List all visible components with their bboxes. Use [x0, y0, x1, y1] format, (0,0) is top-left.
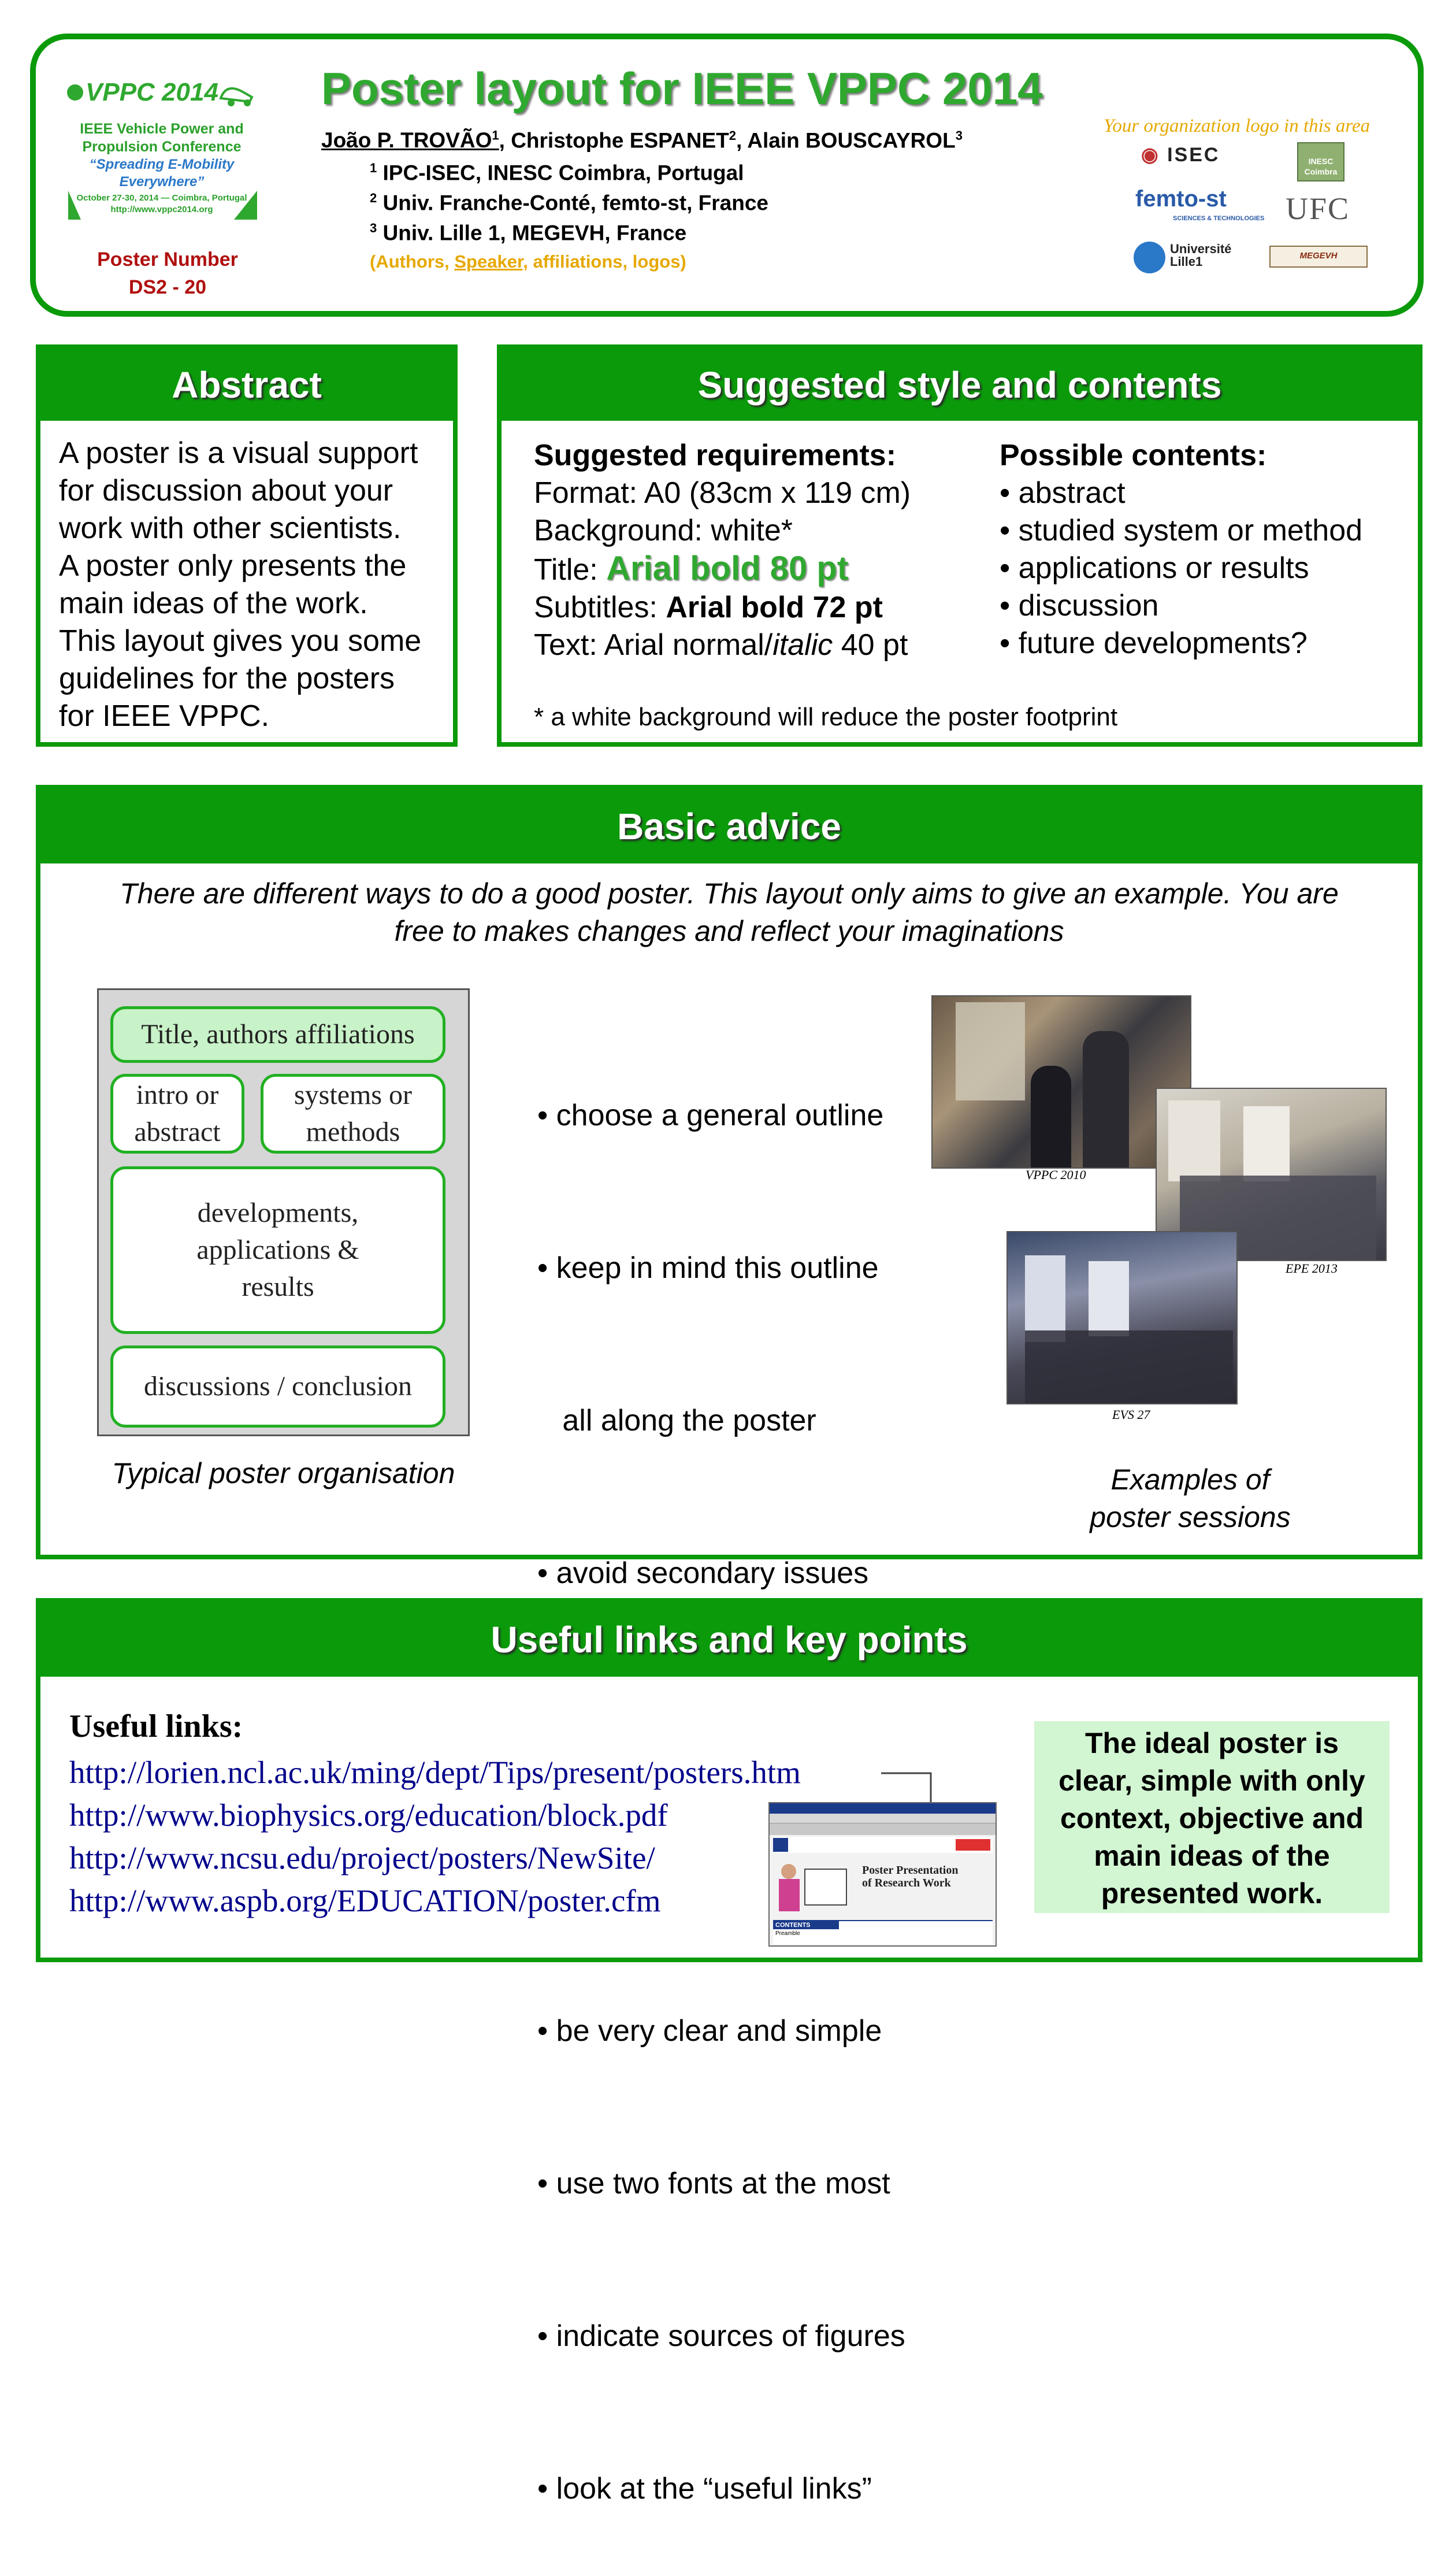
advice-heading: Basic advice	[40, 789, 1418, 863]
abstract-section	[36, 344, 458, 747]
affiliation-1: $^1$ IPC-ISEC, INESC Coimbra, Portugal	[370, 161, 744, 185]
thumbnail-preamble: Preamble	[775, 1930, 800, 1937]
authors-line: João P. TROVÃO$^1$, Christophe ESPANET$^2$, Alain BOUSCAYROL$^3$	[321, 128, 963, 153]
affiliation-3: $^3$ Univ. Lille 1, MEGEVH, France	[370, 221, 687, 245]
website-thumbnail[interactable]	[768, 1802, 997, 1947]
org-box-systems: systems or methods	[261, 1074, 445, 1154]
author: Christophe ESPANET	[511, 128, 729, 153]
org-logo-note: Your organization logo in this area	[1104, 116, 1370, 136]
femto-st-logo: femto-st	[1135, 186, 1227, 212]
list-item: • be very clear and simple	[537, 2014, 882, 2048]
list-item: • studied system or method	[1000, 514, 1363, 547]
contents-heading: Possible contents:	[1000, 439, 1267, 472]
examples-caption: Examples of poster sessions	[1090, 1463, 1291, 1533]
abstract-text: A poster is a visual support for discussion about your work with other scientists. A poster only presents the main ideas of the work. This layout gives you some guidelines for the posters for IEEE VPPC.	[59, 436, 422, 733]
author-presenting: João P. TROVÃO	[321, 128, 492, 153]
megevh-logo: MEGEVH	[1269, 246, 1368, 268]
style-heading: Suggested style and contents	[502, 349, 1418, 421]
key-point-box: The ideal poster is clear, simple with only context, objective and main ideas of the presented work.	[1034, 1721, 1390, 1913]
logo-triangle-left	[68, 191, 81, 220]
link-biophysics[interactable]: http://www.biophysics.org/education/block.pdf	[69, 1797, 668, 1833]
list-item: • abstract	[1000, 476, 1126, 510]
photo-evs-27	[1006, 1231, 1238, 1404]
femto-st-tagline: SCIENCES & TECHNOLOGIES	[1173, 215, 1265, 222]
links-heading: Useful links and key points	[40, 1603, 1418, 1677]
list-item: • discussion	[1000, 589, 1159, 622]
inesc-logo: INESC Coimbra	[1297, 142, 1344, 181]
list-item: • choose a general outline	[537, 1099, 884, 1132]
logo-triangle-right	[234, 191, 257, 220]
link-ncsu[interactable]: http://www.ncsu.edu/project/posters/NewSite/	[69, 1840, 655, 1875]
requirements: Suggested requirements: Format: A0 (83cm x 119 cm) Background: white* Title: Arial bold 80 pt Subtitles: Arial bold 72 pt Text: Arial normal/italic 40 pt	[534, 437, 911, 664]
photo-label-vppc: VPPC 2010	[1026, 1167, 1086, 1182]
useful-links-label: Useful links:	[69, 1708, 243, 1744]
list-item: • indicate sources of figures	[537, 2319, 905, 2353]
conf-name: IEEE Vehicle Power and Propulsion Conference	[80, 121, 244, 155]
ufc-logo: UFC	[1286, 191, 1350, 226]
thumbnail-title: Poster Presentation of Research Work	[862, 1864, 959, 1889]
conf-dates: October 27-30, 2014 — Coimbra, Portugal http://www.vppc2014.org	[64, 192, 260, 216]
conf-slogan: “Spreading E-Mobility Everywhere”	[89, 157, 235, 190]
list-item: • keep in mind this outline	[537, 1251, 879, 1285]
lille-logo: Université Lille1	[1170, 242, 1232, 269]
org-box-title: Title, authors affiliations	[110, 1006, 445, 1063]
poster-number: Poster Number DS2 - 20	[97, 249, 238, 298]
photo-vppc-2010	[931, 995, 1191, 1169]
list-item: • use two fonts at the most	[537, 2167, 890, 2200]
org-caption: Typical poster organisation	[112, 1457, 455, 1489]
requirements-heading: Suggested requirements:	[534, 439, 897, 472]
photo-label-evs: EVS 27	[1112, 1407, 1150, 1422]
list-item: • applications or results	[1000, 551, 1309, 585]
header-legend: (Authors, Speaker, affiliations, logos)	[370, 251, 686, 272]
style-section	[497, 344, 1422, 747]
org-box-discussion: discussions / conclusion	[110, 1345, 445, 1428]
poster-title: Poster layout for IEEE VPPC 2014	[321, 63, 1043, 114]
conf-website[interactable]: http://www.vppc2014.org	[110, 205, 213, 214]
lille-logo-mark	[1134, 242, 1165, 273]
link-ncl[interactable]: http://lorien.ncl.ac.uk/ming/dept/Tips/present/posters.htm	[69, 1755, 801, 1790]
poster-organisation-diagram	[97, 988, 470, 1436]
author: Alain BOUSCAYROL	[747, 128, 956, 153]
list-item: • avoid secondary issues	[537, 1556, 869, 1590]
style-footnote: * a white background will reduce the poster footprint	[534, 703, 1118, 731]
thumbnail-contents: CONTENTS	[773, 1921, 839, 1929]
photo-label-epe: EPE 2013	[1286, 1261, 1338, 1276]
vppc-logo	[64, 69, 254, 116]
org-box-intro: intro or abstract	[110, 1074, 244, 1154]
affiliation-2: $^2$ Univ. Franche-Conté, femto-st, France	[370, 191, 768, 215]
advice-intro: There are different ways to do a good poster. This layout only aims to give an example. You are free to makes changes and reflect your imaginations	[120, 877, 1339, 947]
svg-text:VPPC 2014: VPPC 2014	[86, 78, 218, 106]
org-box-developments: developments, applications & results	[110, 1166, 445, 1334]
list-item: • future developments?	[1000, 627, 1308, 660]
link-connector	[881, 1769, 939, 1803]
link-aspb[interactable]: http://www.aspb.org/EDUCATION/poster.cfm	[69, 1883, 661, 1918]
possible-contents	[1000, 437, 1362, 662]
isec-logo: ◉ ISEC	[1141, 144, 1220, 166]
abstract-heading: Abstract	[40, 349, 453, 421]
list-item: all along the poster	[537, 1404, 816, 1437]
list-item: • look at the “useful links”	[537, 2472, 872, 2505]
